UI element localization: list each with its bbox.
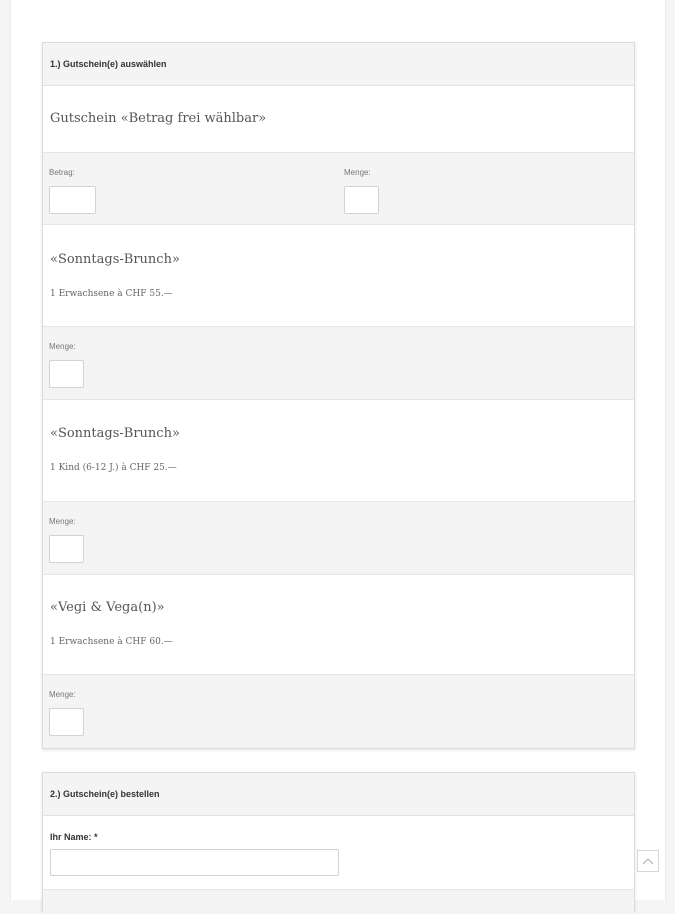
quantity-row [43,674,634,748]
product-title: «Sonntags-Brunch» [50,252,180,267]
product-sunday-brunch-adult [43,225,634,326]
product-title: «Sonntags-Brunch» [50,426,180,441]
section-2-heading: 2.) Gutschein(e) bestellen [43,773,634,816]
page-content [10,0,666,900]
product-title: Gutschein «Betrag frei wählbar» [50,111,267,126]
quantity-label: Menge: [344,168,371,177]
product-free-amount [43,86,634,152]
next-field-row [43,889,634,914]
product-description: 1 Kind (6-12 J.) à CHF 25.— [50,463,177,473]
quantity-input[interactable] [344,186,379,214]
quantity-label: Menge: [49,342,76,351]
amount-input[interactable] [49,186,96,214]
name-input[interactable] [50,849,339,876]
quantity-row [43,501,634,575]
chevron-up-icon [642,857,654,865]
amount-quantity-row [43,152,634,225]
product-vegi-vegan [43,575,634,674]
product-description: 1 Erwachsene à CHF 55.— [50,289,173,299]
quantity-input[interactable] [49,360,84,388]
quantity-label: Menge: [49,517,76,526]
voucher-order-panel [42,772,635,912]
product-title: «Vegi & Vega(n)» [50,600,165,615]
quantity-input[interactable] [49,535,84,563]
voucher-selection-panel [42,42,635,749]
name-label: Ihr Name: * [50,832,98,842]
amount-label: Betrag: [49,168,75,177]
section-1-heading: 1.) Gutschein(e) auswählen [43,43,634,86]
quantity-input[interactable] [49,708,84,736]
quantity-label: Menge: [49,690,76,699]
back-to-top-button[interactable] [637,850,659,872]
product-description: 1 Erwachsene à CHF 60.— [50,637,173,647]
product-sunday-brunch-child [43,400,634,501]
quantity-row [43,326,634,400]
